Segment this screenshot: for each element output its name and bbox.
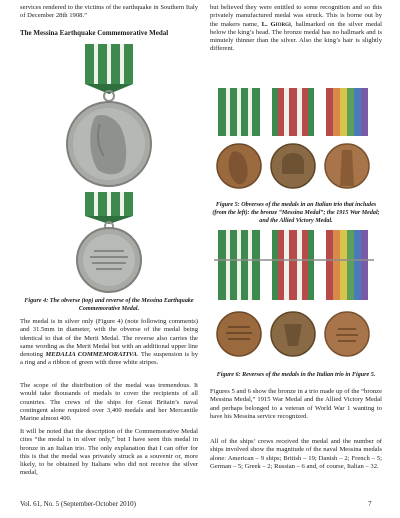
paragraph-ships: All of the ships’ crews received the medal and the number of ships involved show the magnitude of the naval Messina medals alone: American – 9 ships; British – 19; Danish – 2; French – 5; German – 5; Greek – 2; Russian – 6 and, of course, Italian – 32. [210,438,382,470]
para-text: The medal is in silver only (Figure 4) (note following comments) and 31.5mm in diameter, with the obverse of the medal being identical to that of the Merit Medal. The reverse also carries the same wording as the Merit Medal but with an additional upper line denoting [20,318,198,359]
footer-page-number: 7 [368,500,372,508]
figure-6-caption: Figure 6: Reverses of the medals in the Italian trio in Figure 5. [216,372,376,378]
para-text: , hallmarked on the silver medal below the king’s head. The bronze medal has no hallmark and is minutely thinner than the silver. Also the king’s hair is slightly different. [210,20,382,53]
maker-name: L. Giorgi [261,20,291,28]
figure-4-caption: Figure 4: The obverse (top) and reverse of the Messina Earthquake Commemorative Medal. [24,298,194,312]
section-heading: The Messina Earthquake Commemorative Medal [20,29,169,37]
intro-text: services rendered to the victims of the earthquake in Southern Italy of December 28th 1908.” [20,4,198,20]
silver-medal-reverse [77,228,141,292]
figure-5-image [214,88,374,196]
paragraph-distribution: The scope of the distribution of the medal was tremendous. It would take thousands of medals to cover the recipients of all countries. The crews of the ships for Great Britain’s naval contingent alone required over 3,400 medals and her Mercantile Marine almost 400. [20,382,198,423]
figure-6-image [214,230,374,368]
ribbon-top [85,44,133,94]
paragraph-medal-description [20,318,198,368]
para-text: but believed they were entitled to some recognition and so this privately manufactured medal was struck. This is borne out by the makers name, [210,4,382,28]
para-text: . The suspension is by a ring and a ribbon of green with three white stripes. [20,351,198,367]
figure-4-image [66,44,152,294]
silver-medal-obverse [67,102,151,186]
paragraph-bronze-note: It will be noted that the description of the Commemorative Medal cites “the medal is in silver only,” but I have seen this medal in bronze in an Italian trio. The only explanation that I can offer for this is that the medal was privately struck as a souvenir or, more likely, to be obtained by Italians who did not receive the silver medal, [20,428,198,477]
italian-trio-reverse-illustration [214,230,374,368]
paragraph-maker [210,4,382,54]
messina-medal-pair-illustration [66,44,152,294]
italian-trio-obverse-illustration [214,88,374,196]
paragraph-trio: Figures 5 and 6 show the bronze in a trio made up of the “bronze Messina Medal,” 1915 War Medal and the Allied Victory Medal and perhaps belonged to a veteran of World War 1 wanting to have his Messina service recognized. [210,388,382,420]
figure-5-caption: Figure 5: Obverses of the medals in an Italian trio that includes (from the left): the bronze “Messina Medal”; the 1915 War Medal; and the Allied Victory Medal. [212,202,380,224]
ribbon-bottom [85,192,133,224]
footer-issue: Vol. 61, No. 5 (September-October 2010) [20,500,136,508]
medalia-commemorativa-text: MEDALIA COMMEMORATIVA [45,351,138,359]
